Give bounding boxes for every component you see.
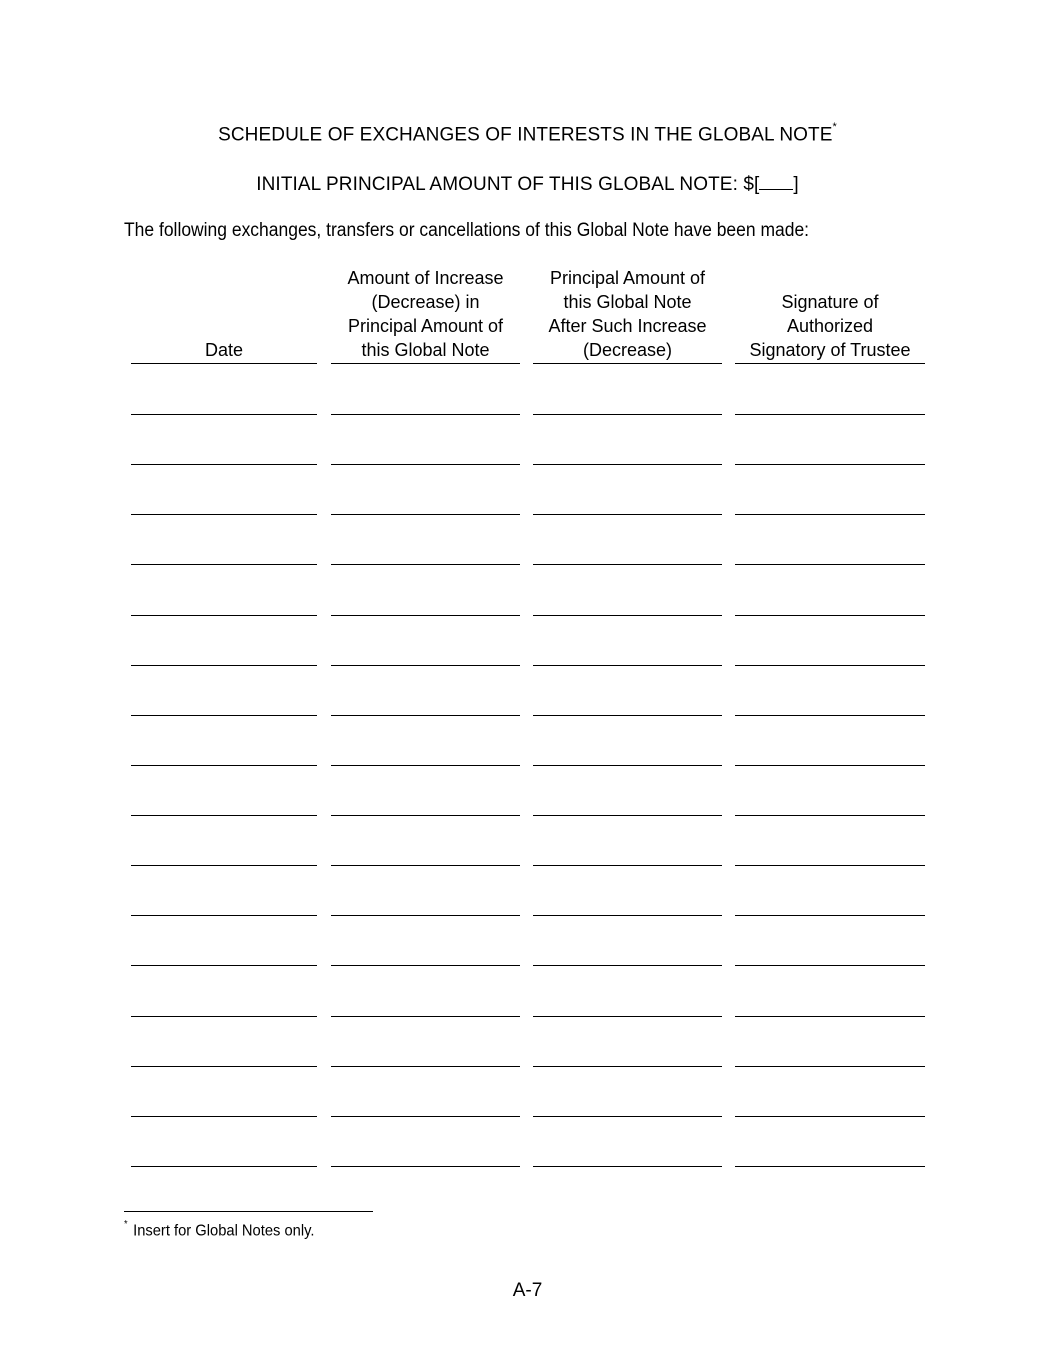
blank-entry-line-amount-change bbox=[331, 965, 520, 966]
blank-entry-line-amount-change bbox=[331, 915, 520, 916]
blank-entry-line-amount-change bbox=[331, 1016, 520, 1017]
blank-entry-line-signature bbox=[735, 965, 925, 966]
blank-entry-line-date bbox=[131, 765, 317, 766]
blank-entry-line-amount-change bbox=[331, 1166, 520, 1167]
blank-entry-line-principal-after bbox=[533, 765, 722, 766]
blank-entry-line-date bbox=[131, 464, 317, 465]
blank-entry-line-signature bbox=[735, 1066, 925, 1067]
blank-entry-line-amount-change bbox=[331, 715, 520, 716]
column-header-principal-after-label: Principal Amount of this Global Note After Such Increase (Decrease) bbox=[548, 268, 707, 360]
blank-entry-line-principal-after bbox=[533, 665, 722, 666]
blank-entry-line-signature bbox=[735, 665, 925, 666]
title-text: SCHEDULE OF EXCHANGES OF INTERESTS IN THE GLOBAL NOTE bbox=[218, 124, 833, 146]
blank-entry-line-principal-after bbox=[533, 464, 722, 465]
blank-entry-line-principal-after bbox=[533, 715, 722, 716]
blank-entry-line-signature bbox=[735, 715, 925, 716]
blank-entry-line-principal-after bbox=[533, 1166, 722, 1167]
column-header-signature bbox=[735, 266, 925, 364]
footnote-mark: * bbox=[124, 1219, 128, 1230]
blank-entry-line-amount-change bbox=[331, 665, 520, 666]
initial-principal-amount-line bbox=[0, 172, 1055, 196]
blank-entry-line-date bbox=[131, 915, 317, 916]
blank-entry-line-principal-after bbox=[533, 1066, 722, 1067]
column-header-amount-change-label: Amount of Increase (Decrease) in Principal Amount of this Global Note bbox=[347, 268, 504, 360]
blank-entry-line-amount-change bbox=[331, 564, 520, 565]
principal-amount-close: ] bbox=[793, 174, 799, 195]
blank-entry-line-signature bbox=[735, 464, 925, 465]
blank-entry-line-date bbox=[131, 514, 317, 515]
blank-entry-line-principal-after bbox=[533, 514, 722, 515]
page-number: A-7 bbox=[512, 1280, 543, 1301]
blank-entry-line-date bbox=[131, 815, 317, 816]
blank-entry-line-principal-after bbox=[533, 965, 722, 966]
blank-entry-line-signature bbox=[735, 1116, 925, 1117]
page-title bbox=[0, 121, 1055, 146]
blank-entry-line-signature bbox=[735, 915, 925, 916]
footnote bbox=[124, 1221, 314, 1240]
blank-entry-line-date bbox=[131, 1016, 317, 1017]
blank-entry-line-date bbox=[131, 1066, 317, 1067]
title-footnote-mark: * bbox=[832, 121, 837, 133]
blank-entry-line-principal-after bbox=[533, 615, 722, 616]
blank-entry-line-principal-after bbox=[533, 1016, 722, 1017]
blank-entry-line-principal-after bbox=[533, 414, 722, 415]
blank-entry-line-principal-after bbox=[533, 865, 722, 866]
blank-entry-line-signature bbox=[735, 1166, 925, 1167]
blank-entry-line-date bbox=[131, 665, 317, 666]
blank-entry-line-principal-after bbox=[533, 815, 722, 816]
blank-entry-line-amount-change bbox=[331, 514, 520, 515]
blank-entry-line-amount-change bbox=[331, 615, 520, 616]
blank-entry-line-amount-change bbox=[331, 464, 520, 465]
blank-entry-line-date bbox=[131, 564, 317, 565]
blank-entry-line-date bbox=[131, 1166, 317, 1167]
blank-entry-line-signature bbox=[735, 765, 925, 766]
blank-entry-line-date bbox=[131, 414, 317, 415]
column-header-principal-after bbox=[533, 266, 722, 364]
column-header-signature-label: Signature of Authorized Signatory of Trustee bbox=[749, 292, 911, 360]
column-header-amount-change bbox=[331, 266, 520, 364]
blank-entry-line-amount-change bbox=[331, 865, 520, 866]
blank-entry-line-signature bbox=[735, 615, 925, 616]
blank-entry-line-amount-change bbox=[331, 414, 520, 415]
footnote-text: Insert for Global Notes only. bbox=[133, 1222, 315, 1240]
blank-entry-line-amount-change bbox=[331, 1116, 520, 1117]
blank-entry-line-signature bbox=[735, 1016, 925, 1017]
blank-entry-line-amount-change bbox=[331, 765, 520, 766]
blank-entry-line-date bbox=[131, 615, 317, 616]
blank-entry-line-signature bbox=[735, 414, 925, 415]
blank-entry-line-signature bbox=[735, 564, 925, 565]
blank-entry-line-principal-after bbox=[533, 564, 722, 565]
blank-entry-line-date bbox=[131, 1116, 317, 1117]
column-header-date-label: Date bbox=[204, 340, 244, 360]
blank-entry-line-amount-change bbox=[331, 815, 520, 816]
blank-entry-line-principal-after bbox=[533, 915, 722, 916]
blank-entry-line-principal-after bbox=[533, 1116, 722, 1117]
blank-entry-line-signature bbox=[735, 865, 925, 866]
column-header-date bbox=[131, 266, 317, 364]
blank-entry-line-date bbox=[131, 865, 317, 866]
blank-entry-line-date bbox=[131, 965, 317, 966]
blank-entry-line-amount-change bbox=[331, 1066, 520, 1067]
blank-entry-line-date bbox=[131, 715, 317, 716]
blank-entry-line-signature bbox=[735, 815, 925, 816]
intro-paragraph: The following exchanges, transfers or cancellations of this Global Note have been made: bbox=[124, 220, 810, 241]
blank-entry-line-signature bbox=[735, 514, 925, 515]
principal-amount-blank bbox=[759, 172, 793, 190]
principal-amount-label: INITIAL PRINCIPAL AMOUNT OF THIS GLOBAL NOTE: $[ bbox=[256, 174, 760, 195]
footnote-divider bbox=[124, 1211, 373, 1212]
